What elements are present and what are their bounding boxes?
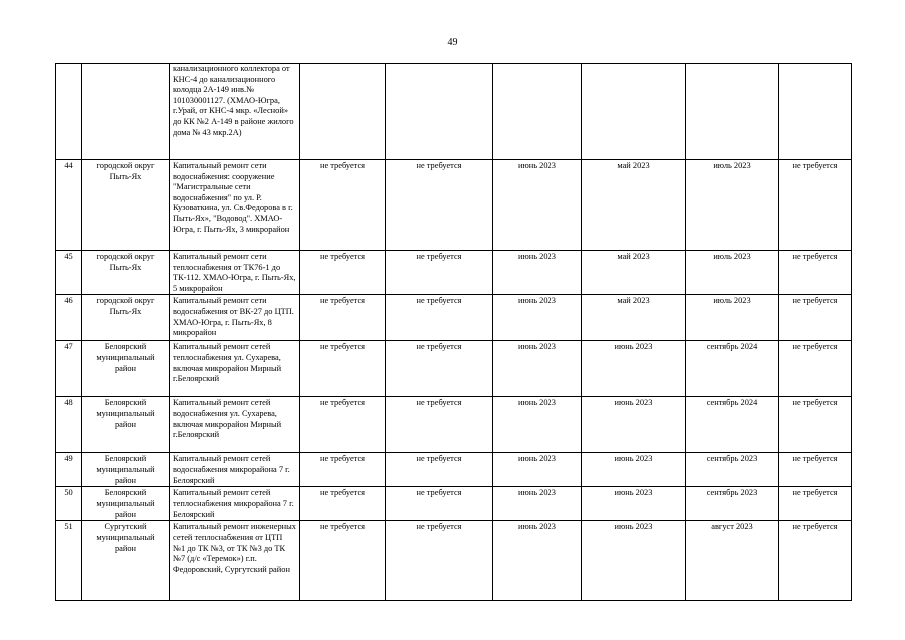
page-number: 49 <box>447 37 458 48</box>
object-cell: Капитальный ремонт сетей водоснабжения ул. Сухарева, включая микрорайон Мирный г.Белоярский <box>170 397 300 453</box>
table-row <box>56 487 852 521</box>
col9-cell: не требуется <box>779 397 852 453</box>
col4-cell: не требуется <box>300 453 386 487</box>
municipality-cell: городской округ Пыть-Ях <box>82 251 170 295</box>
col7-cell: июнь 2023 <box>582 487 686 521</box>
col6-cell: июнь 2023 <box>493 251 582 295</box>
object-cell: Капитальный ремонт сетей теплоснабжения ул. Сухарева, включая микрорайон Мирный г.Белоярский <box>170 341 300 397</box>
col6-cell: июнь 2023 <box>493 341 582 397</box>
col8-cell: июль 2023 <box>686 160 779 251</box>
table-row <box>56 341 852 397</box>
col6-cell: июнь 2023 <box>493 487 582 521</box>
col5-cell: не требуется <box>386 521 493 601</box>
schedule-table <box>55 63 852 601</box>
col4-cell: не требуется <box>300 487 386 521</box>
row-number: 48 <box>56 397 82 453</box>
row-number <box>56 64 82 160</box>
table-row <box>56 295 852 341</box>
municipality-cell: Сургутский муниципальный район <box>82 521 170 601</box>
col9-cell: не требуется <box>779 295 852 341</box>
row-number: 50 <box>56 487 82 521</box>
row-number: 49 <box>56 453 82 487</box>
col8-cell: сентябрь 2024 <box>686 341 779 397</box>
municipality-cell: Белоярский муниципальный район <box>82 453 170 487</box>
col7-cell: июнь 2023 <box>582 521 686 601</box>
col7-cell: июнь 2023 <box>582 453 686 487</box>
table-row <box>56 521 852 601</box>
table-row <box>56 397 852 453</box>
table-row <box>56 64 852 160</box>
col5-cell <box>386 64 493 160</box>
col8-cell: июль 2023 <box>686 295 779 341</box>
col9-cell: не требуется <box>779 341 852 397</box>
col8-cell: сентябрь 2023 <box>686 487 779 521</box>
municipality-cell: городской округ Пыть-Ях <box>82 295 170 341</box>
col8-cell: сентябрь 2023 <box>686 453 779 487</box>
col6-cell: июнь 2023 <box>493 295 582 341</box>
municipality-cell: городской округ Пыть-Ях <box>82 160 170 251</box>
object-cell: Капитальный ремонт сети теплоснабжения от ТК76-1 до ТК-112. ХМАО-Югра, г. Пыть-Ях, 5 микрорайон <box>170 251 300 295</box>
object-cell: Капитальный ремонт сети водоснабжения от ВК-27 до ЦТП. ХМАО-Югра, г. Пыть-Ях, 8 микрорайон <box>170 295 300 341</box>
col5-cell: не требуется <box>386 160 493 251</box>
row-number: 51 <box>56 521 82 601</box>
col9-cell <box>779 64 852 160</box>
col8-cell: август 2023 <box>686 521 779 601</box>
col5-cell: не требуется <box>386 397 493 453</box>
row-number: 45 <box>56 251 82 295</box>
col5-cell: не требуется <box>386 453 493 487</box>
object-cell: Капитальный ремонт сетей водоснабжения микрорайона 7 г. Белоярский <box>170 453 300 487</box>
col7-cell <box>582 64 686 160</box>
col6-cell <box>493 64 582 160</box>
col6-cell: июнь 2023 <box>493 397 582 453</box>
table-row <box>56 251 852 295</box>
col8-cell: июль 2023 <box>686 251 779 295</box>
object-cell: Капитальный ремонт инженерных сетей теплоснабжения от ЦТП №1 до ТК №3, от ТК №3 до ТК №7 (д/с «Теремок») г.п. Федоровский, Сургутский район <box>170 521 300 601</box>
col5-cell: не требуется <box>386 251 493 295</box>
municipality-cell: Белоярский муниципальный район <box>82 341 170 397</box>
row-number: 44 <box>56 160 82 251</box>
table-row <box>56 160 852 251</box>
col4-cell: не требуется <box>300 397 386 453</box>
col7-cell: июнь 2023 <box>582 341 686 397</box>
col4-cell <box>300 64 386 160</box>
col5-cell: не требуется <box>386 295 493 341</box>
col4-cell: не требуется <box>300 341 386 397</box>
col5-cell: не требуется <box>386 487 493 521</box>
table-body <box>56 64 852 601</box>
col9-cell: не требуется <box>779 453 852 487</box>
col7-cell: май 2023 <box>582 295 686 341</box>
col8-cell <box>686 64 779 160</box>
col9-cell: не требуется <box>779 487 852 521</box>
col4-cell: не требуется <box>300 160 386 251</box>
col5-cell: не требуется <box>386 341 493 397</box>
table-row <box>56 453 852 487</box>
col6-cell: июнь 2023 <box>493 521 582 601</box>
municipality-cell <box>82 64 170 160</box>
col7-cell: июнь 2023 <box>582 397 686 453</box>
col9-cell: не требуется <box>779 521 852 601</box>
col6-cell: июнь 2023 <box>493 453 582 487</box>
col7-cell: май 2023 <box>582 160 686 251</box>
col9-cell: не требуется <box>779 251 852 295</box>
col4-cell: не требуется <box>300 521 386 601</box>
row-number: 46 <box>56 295 82 341</box>
col6-cell: июнь 2023 <box>493 160 582 251</box>
municipality-cell: Белоярский муниципальный район <box>82 397 170 453</box>
col4-cell: не требуется <box>300 295 386 341</box>
municipality-cell: Белоярский муниципальный район <box>82 487 170 521</box>
object-cell: Капитальный ремонт сети водоснабжения: сооружение "Магистральные сети водоснабжения" по ул. Р. Кузоваткина, ул. Св.Федорова в г. Пыть-Ях», "Водовод". ХМАО-Югра, г. Пыть-Ях, 3 микрорайон <box>170 160 300 251</box>
col9-cell: не требуется <box>779 160 852 251</box>
object-cell: Капитальный ремонт сетей теплоснабжения микрорайона 7 г. Белоярский <box>170 487 300 521</box>
row-number: 47 <box>56 341 82 397</box>
col7-cell: май 2023 <box>582 251 686 295</box>
object-cell: канализационного коллектора от КНС-4 до канализационного колодца 2А-149 инв.№ 101030001127. (ХМАО-Югра, г.Урай, от КНС-4 мкр. «Лесной» до КК №2 А-149 в районе жилого дома № 43 мкр.2А) <box>170 64 300 160</box>
col4-cell: не требуется <box>300 251 386 295</box>
col8-cell: сентябрь 2024 <box>686 397 779 453</box>
